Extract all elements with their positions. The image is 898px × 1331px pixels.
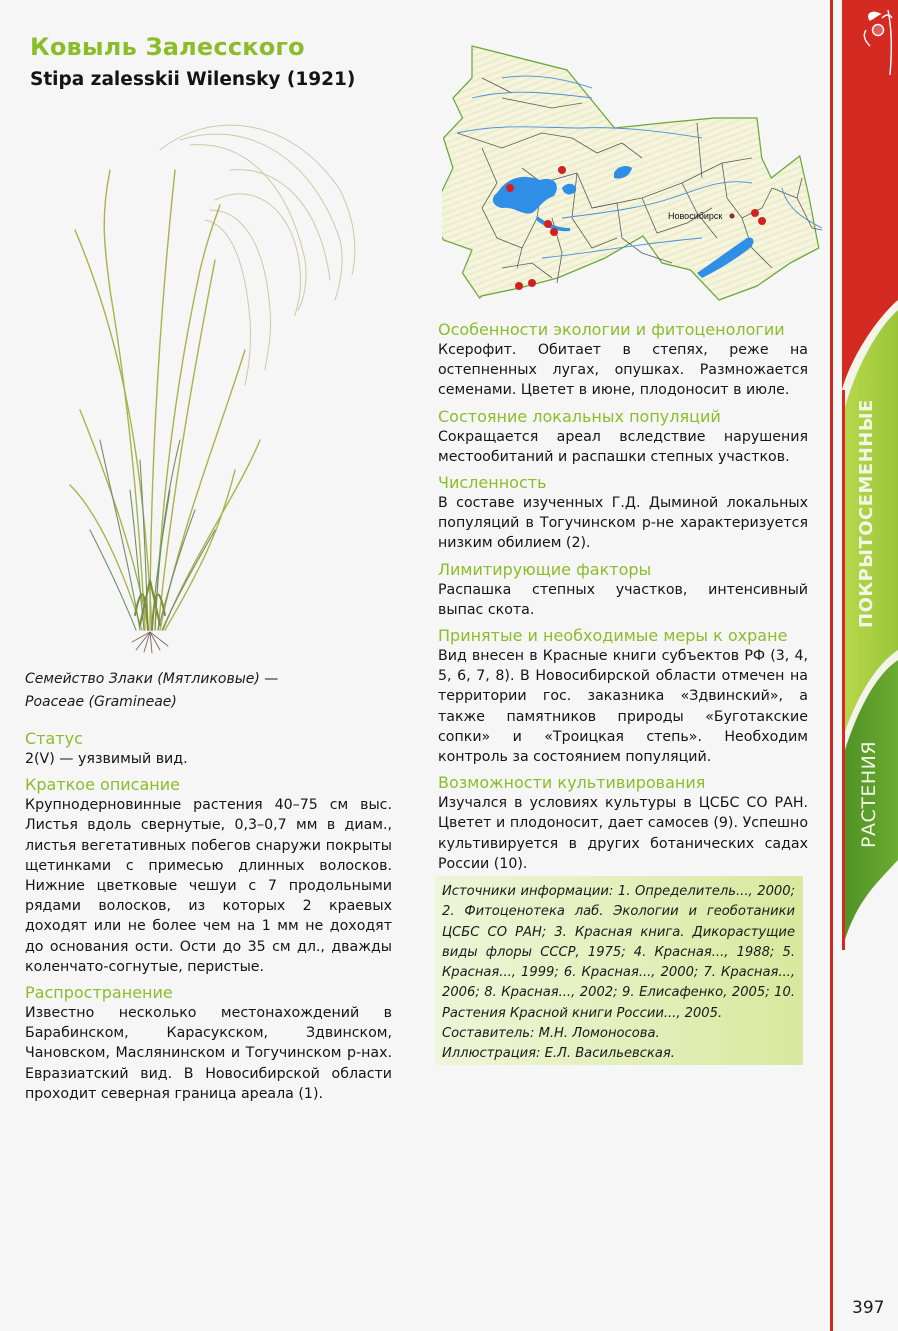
section-heading: Состояние локальных популяций (438, 406, 721, 426)
section-distribution (25, 983, 392, 1104)
sources-box (435, 876, 803, 1065)
plant-awns (160, 125, 355, 385)
occurrence-marker (550, 228, 558, 236)
section-abundance (438, 473, 808, 554)
sidebar-edge-line (830, 0, 833, 1331)
sources-text: Источники информации: 1. Определитель..., 2000; 2. Фитоценотека лаб. Экологии и геоботаники ЦСБС СО РАН; 3. Красная книга. Дикорастущие виды флоры СССР, 1975; 4. Красная..., 1988; 5. Красная..., 1999; 6. Красная..., 2000; 7. Красная..., 2006; 8. Красная..., 2002; 9. Елисафенко, 2005; 10. Растения Красной книги России..., 2005. (442, 884, 795, 1021)
species-title-russian: Ковыль Залесского (30, 33, 305, 61)
section-heading: Принятые и необходимые меры к охране (438, 626, 788, 646)
right-column (438, 320, 808, 880)
family-latin: Poaceae (Gramineae) (25, 694, 177, 710)
section-body: Крупнодерновинные растения 40–75 см выс. Листья вдоль свернутые, 0,3–0,7 мм в диам., листья вегетативных побегов снаружи покрыты щетинками с примесью длинных волосков. Нижние цветковые чешуи с 7 продольными рядами волосков, из которых 2 краевых доходят или не более чем на 1 мм не доходят до основания ости. Ости до 35 см дл., дважды коленчато-согнутые, перистые. (25, 797, 392, 975)
section-body: 2(V) — уязвимый вид. (25, 751, 188, 767)
occurrence-marker (558, 166, 566, 174)
plant-stems (70, 170, 260, 630)
section-body: Вид внесен в Красные книги субъектов РФ (3, 4, 5, 6, 7, 8). В Новосибирской области отмечен на территории гос. заказника «Здвинский», а также памятников природы «Буготакские сопки» и «Троицкая степь». Необходим контроль за состоянием популяций. (438, 648, 808, 766)
plant-roots (132, 632, 168, 653)
section-heading: Возможности культивирования (438, 773, 706, 793)
section-ecology (438, 320, 808, 401)
section-limiting-factors (438, 560, 808, 620)
occurrence-marker (758, 217, 766, 225)
section-status (25, 729, 392, 769)
illustrator-credit: Иллюстрация: Е.Л. Васильевская. (442, 1046, 675, 1062)
region-outline (442, 46, 819, 300)
species-title-latin: Stipa zalesskii Wilensky (1921) (30, 69, 356, 90)
family-info (25, 668, 415, 714)
section-protection (438, 626, 808, 767)
city-marker (730, 214, 734, 218)
left-column (25, 729, 392, 1110)
sidebar-category-lower: РАСТЕНИЯ (858, 740, 880, 848)
plant-leaves (90, 440, 215, 630)
section-body: В составе изученных Г.Д. Дыминой локальных популяций в Тогучинском р-не характеризуется низким обилием (2). (438, 495, 808, 552)
occurrence-marker (528, 279, 536, 287)
occurrence-marker (506, 184, 514, 192)
section-body: Ксерофит. Обитает в степях, реже на остепненных лугах, опушках. Размножается семенами. Цветет в июне, плодоносит в июле. (438, 342, 808, 399)
section-heading: Особенности экологии и фитоценологии (438, 320, 785, 339)
page-number: 397 (852, 1298, 885, 1318)
section-body: Распашка степных участков, интенсивный выпас скота. (438, 581, 808, 618)
occurrence-marker (751, 209, 759, 217)
occurrence-marker (515, 282, 523, 290)
section-heading: Краткое описание (25, 775, 180, 795)
section-populations (438, 407, 808, 467)
section-body: Сокращается ареал вследствие нарушения местообитаний и распашки степных участков. (438, 428, 808, 465)
section-description (25, 775, 392, 977)
section-heading: Численность (438, 473, 547, 493)
section-heading: Распространение (25, 983, 173, 1003)
distribution-map (442, 38, 822, 316)
section-body: Известно несколько местонахождений в Барабинском, Карасукском, Здвинском, Чановском, Маслянинском и Тогучинском р-нах. Евразиатский вид. В Новосибирской области проходит северная граница ареала (1). (25, 1005, 392, 1102)
family-russian: Семейство Злаки (Мятликовые) — (25, 671, 279, 687)
sidebar-category-upper: ПОКРЫТОСЕМЕННЫЕ (856, 399, 877, 628)
section-cultivation (438, 773, 808, 874)
city-label: Новосибирск (668, 211, 723, 221)
grass-plant-illustration (40, 110, 380, 655)
category-sidebar (830, 0, 898, 1331)
section-heading: Лимитирующие факторы (438, 559, 652, 579)
compiler-credit: Составитель: М.Н. Ломоносова. (442, 1026, 660, 1042)
occurrence-marker (544, 220, 552, 228)
section-body: Изучался в условиях культуры в ЦСБС СО РАН. Цветет и плодоносит, дает самосев (9). Успешно культивируется в других ботанических садах России (10). (438, 795, 808, 872)
section-heading: Статус (25, 729, 83, 748)
